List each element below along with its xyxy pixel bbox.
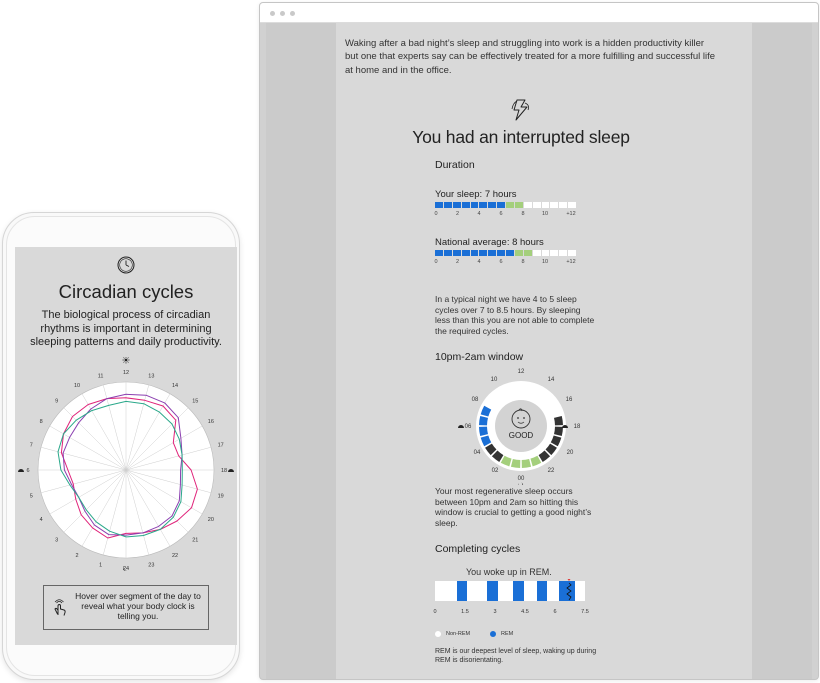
dial-sunrise-icon xyxy=(458,425,464,428)
dial-center xyxy=(495,400,547,452)
clock-hour-label: 7 xyxy=(29,442,33,449)
clock-hour-label: 15 xyxy=(192,398,199,405)
dial-hour-label: 18 xyxy=(573,424,581,430)
bar-segment xyxy=(471,202,480,208)
phone-mockup xyxy=(2,212,240,680)
dial-hour-label: 20 xyxy=(566,450,574,456)
window-dot-maximize[interactable] xyxy=(290,11,295,16)
bar-tick-label: 2 xyxy=(455,259,460,265)
bar-segment xyxy=(542,202,551,208)
clock-hour-label: 9 xyxy=(55,398,59,405)
clock-hour-label: 17 xyxy=(217,442,224,449)
rem-legend-label: REM xyxy=(501,631,514,637)
hover-hint-text: Hover over segment of the day to reveal what your body clock is telling you. xyxy=(75,591,201,621)
phone-screen xyxy=(15,247,237,645)
rem-legend-dot xyxy=(490,631,496,637)
cycles-tick-label: 0 xyxy=(433,609,437,615)
your-sleep-ticks xyxy=(435,211,585,219)
bar-segment xyxy=(488,250,497,256)
clock-icon xyxy=(116,255,136,275)
window-dot-minimize[interactable] xyxy=(280,11,285,16)
bar-segment xyxy=(462,250,471,256)
your-sleep-label: Your sleep: 7 hours xyxy=(435,189,517,200)
bar-segment xyxy=(568,250,577,256)
bar-tick-label: 0 xyxy=(434,259,438,265)
rem-block xyxy=(559,581,575,601)
dial-hour-label: 04 xyxy=(473,450,481,456)
bar-segment xyxy=(506,202,515,208)
bar-tick-label: +12 xyxy=(566,259,576,265)
clock-hour-label: 22 xyxy=(171,552,179,559)
your-sleep-bar xyxy=(435,202,577,208)
bar-segment xyxy=(488,202,497,208)
rem-block xyxy=(537,581,547,601)
cycles-tick-label: 6 xyxy=(553,609,557,615)
bar-segment xyxy=(559,250,568,256)
bar-segment xyxy=(462,202,471,208)
dial-hour-label: 22 xyxy=(547,468,555,474)
bar-tick-label: 4 xyxy=(477,259,481,265)
clock-hour-label: 8 xyxy=(39,419,43,425)
sleep-window-dial[interactable] xyxy=(431,367,611,485)
hover-hint-box xyxy=(43,585,209,630)
hand-pointer-icon xyxy=(52,599,68,617)
wake-marker-icon xyxy=(566,579,572,581)
window-heading: 10pm-2am window xyxy=(435,351,524,363)
bar-segment xyxy=(471,250,480,256)
rem-note: REM is our deepest level of sleep, waking up during REM is disorientating. xyxy=(435,648,597,664)
rem-block xyxy=(513,581,524,601)
bar-segment xyxy=(542,250,551,256)
sleep-cycles-chart xyxy=(433,579,603,621)
bar-segment xyxy=(479,202,488,208)
woke-up-text: You woke up in REM. xyxy=(466,567,552,577)
cycles-paragraph: In a typical night we have 4 to 5 sleep cycles over 7 to 8.5 hours. By sleeping less than this you are not able to complete the required cycles. xyxy=(435,294,595,336)
duration-heading: Duration xyxy=(435,159,475,171)
bar-segment xyxy=(497,250,506,256)
bar-segment xyxy=(453,202,462,208)
sun-icon xyxy=(122,357,129,364)
bar-segment xyxy=(533,202,542,208)
article-content xyxy=(336,23,752,679)
window-paragraph: Your most regenerative sleep occurs between 10pm and 2am so hitting this window is crucial to getting a good night’s sleep. xyxy=(435,486,592,528)
clock-hour-label: 11 xyxy=(97,373,104,380)
dial-hour-label: 10 xyxy=(490,377,498,383)
cycles-tick-label: 7.5 xyxy=(581,609,589,615)
circadian-clock-chart[interactable] xyxy=(15,357,237,577)
bar-segment xyxy=(524,202,533,208)
article-intro: Waking after a bad night’s sleep and struggling into work is a hidden productivity killer but one that experts say can be effectively treated for a more fulfilling and successful life at home and in the office. xyxy=(345,38,715,76)
bar-segment xyxy=(453,250,462,256)
clock-hour-label: 24 xyxy=(122,566,130,572)
bar-segment xyxy=(435,250,444,256)
non-rem-legend-dot xyxy=(435,631,441,637)
bar-tick-label: 8 xyxy=(521,211,525,217)
bar-tick-label: 10 xyxy=(541,211,549,217)
clock-hour-label: 5 xyxy=(29,493,33,500)
clock-hour-label: 4 xyxy=(39,517,43,523)
clock-hour-label: 6 xyxy=(26,468,30,474)
bar-segment xyxy=(568,202,577,208)
window-dot-close[interactable] xyxy=(270,11,275,16)
phone-description: The biological process of circadian rhythms is important in determining sleeping patterns and daily productivity. xyxy=(30,309,222,348)
clock-hour-label: 18 xyxy=(220,468,228,474)
bar-segment xyxy=(550,202,559,208)
clock-hour-label: 14 xyxy=(171,383,179,390)
dial-hour-label: 12 xyxy=(517,369,525,375)
bar-tick-label: 4 xyxy=(477,211,481,217)
phone-title: Circadian cycles xyxy=(58,281,194,302)
clock-hour-label: 19 xyxy=(217,493,224,500)
bar-segment xyxy=(444,250,453,256)
bar-tick-label: 6 xyxy=(499,211,503,217)
bar-segment xyxy=(550,250,559,256)
dial-hour-label: 14 xyxy=(547,377,555,383)
lightning-bolt-icon xyxy=(508,97,534,123)
dial-hour-label: 06 xyxy=(464,424,472,430)
clock-hour-label: 16 xyxy=(207,419,214,425)
bar-segment xyxy=(524,250,533,256)
bar-segment xyxy=(435,202,444,208)
rem-block xyxy=(487,581,498,601)
bar-segment xyxy=(515,202,524,208)
rem-block xyxy=(457,581,467,601)
bar-tick-label: 10 xyxy=(541,259,549,265)
bar-tick-label: 6 xyxy=(499,259,503,265)
dial-hour-label: 02 xyxy=(491,468,499,474)
bar-tick-label: 8 xyxy=(521,259,525,265)
non-rem-legend-label: Non-REM xyxy=(446,631,471,637)
bar-segment xyxy=(533,250,542,256)
clock-hour-label: 12 xyxy=(122,370,130,376)
clock-hour-label: 3 xyxy=(55,537,59,544)
cycles-tick-label: 1.5 xyxy=(461,609,469,615)
result-heading: You had an interrupted sleep xyxy=(412,127,630,147)
dial-hour-label: 16 xyxy=(565,397,573,403)
bar-tick-label: +12 xyxy=(566,211,576,217)
browser-titlebar xyxy=(260,3,818,23)
cycles-tick-label: 3 xyxy=(493,609,497,615)
bar-tick-label: 2 xyxy=(455,211,460,217)
dial-moon-icon xyxy=(518,483,523,486)
national-average-ticks xyxy=(435,259,585,267)
clock-hour-label: 21 xyxy=(192,537,199,544)
cycles-tick-label: 4.5 xyxy=(521,609,529,615)
window-status-text: GOOD xyxy=(508,431,534,440)
bar-tick-label: 0 xyxy=(434,211,438,217)
page-gutter-left xyxy=(266,23,336,679)
completing-cycles-heading: Completing cycles xyxy=(435,543,521,555)
clock-hour-label: 20 xyxy=(207,517,214,523)
bar-segment xyxy=(515,250,524,256)
bar-segment xyxy=(559,202,568,208)
clock-hour-label: 10 xyxy=(73,383,81,390)
sunset-icon xyxy=(228,469,234,472)
clock-hour-label: 23 xyxy=(148,562,155,569)
clock-hour-label: 1 xyxy=(99,562,103,569)
clock-hour-label: 13 xyxy=(148,373,155,380)
national-average-bar xyxy=(435,250,577,256)
clock-hour-label: 2 xyxy=(75,552,79,559)
dial-hour-label: 08 xyxy=(471,397,479,403)
national-average-label: National average: 8 hours xyxy=(435,237,544,248)
sunrise-icon xyxy=(18,469,24,472)
bar-segment xyxy=(506,250,515,256)
browser-window xyxy=(259,2,819,680)
bar-segment xyxy=(444,202,453,208)
dial-hour-label: 00 xyxy=(517,476,525,482)
bar-segment xyxy=(479,250,488,256)
page-gutter-right xyxy=(750,23,812,679)
bar-segment xyxy=(497,202,506,208)
